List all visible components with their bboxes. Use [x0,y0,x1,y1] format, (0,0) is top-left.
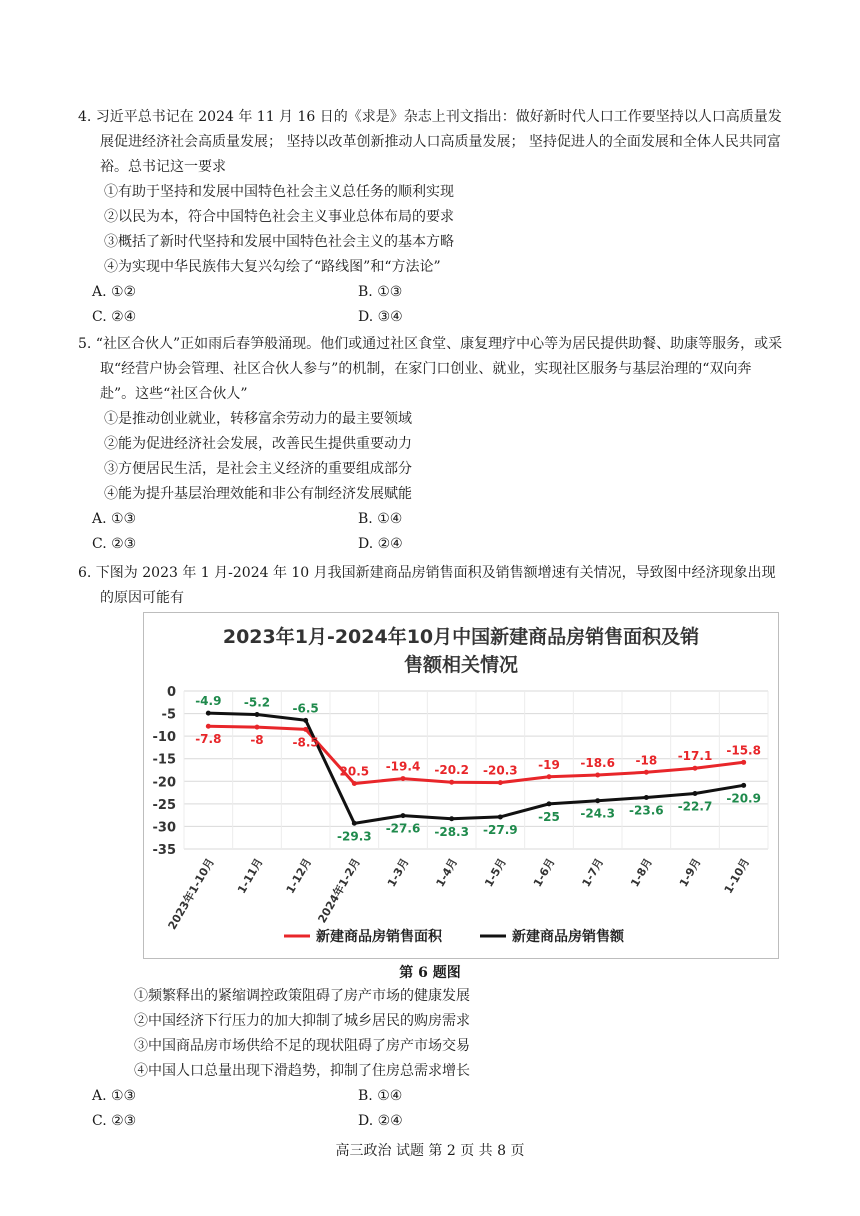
chart-canvas [144,613,778,958]
data-point-area [644,770,649,775]
data-label-area: -18 [635,753,658,768]
data-point-amount [693,791,698,796]
option-row [92,1109,786,1134]
data-label-area: -19 [538,757,560,772]
y-tick-label: -25 [152,797,176,813]
x-tick-label: 1-3月 [384,856,412,890]
data-point-area [547,774,552,779]
statement-1: ①是推动创业就业，转移富余劳动力的最主要领域 [104,411,412,427]
data-label-amount: -27.9 [483,822,518,837]
x-tick-label: 1-4月 [433,856,461,890]
question-stem: 6. 下图为 2023 年 1 月-2024 年 10 月我国新建商品房销售面积及销售额增速有关情况，导致图中经济现象出现的原因可能有 [78,565,776,606]
y-tick-label: -10 [152,730,176,746]
y-tick-label: -5 [161,707,176,723]
page-footer: 高三政治 试题 第 2 页 共 8 页 [335,1143,525,1159]
x-tick-label: 2023年1-10月 [165,856,217,932]
option-row [92,280,786,305]
data-label-area: -17.1 [677,749,713,764]
statement-4: ④为实现中华民族伟大复兴勾绘了“路线图”和“方法论” [104,259,441,275]
chart-title-line1: 2023年1月-2024年10月中国新建商品房销售面积及销 [222,626,700,648]
data-label-amount: -25 [538,809,560,824]
figure-caption: 第 6 题图 [399,965,461,981]
data-label-amount: -28.3 [434,824,469,839]
chart-title-line2: 售额相关情况 [403,654,519,676]
data-label-area: -20.2 [434,763,469,778]
data-point-area [352,781,357,786]
statement-3: ③中国商品房市场供给不足的现状阻碍了房产市场交易 [134,1038,470,1054]
x-tick-label: 1-5月 [482,856,509,890]
data-label-area: -7.8 [195,732,222,747]
data-label-area: -20.3 [483,763,518,778]
data-label-area: 20.5 [339,764,370,779]
data-point-amount [741,783,746,788]
data-point-amount [401,813,406,818]
x-tick-label: 1-6月 [530,856,558,890]
data-label-area: -18.6 [580,755,615,770]
data-point-area [449,780,454,785]
statement-2: ②以民为本，符合中国特色社会主义事业总体布局的要求 [104,209,454,225]
sales-chart [143,612,779,959]
legend-label-area: 新建商品房销售面积 [316,929,442,945]
option-b: B. ①④ [358,1088,403,1104]
data-point-area [206,724,211,729]
option-d: D. ②④ [358,1113,403,1129]
data-point-amount [303,718,308,723]
y-tick-label: -20 [152,775,176,791]
x-tick-label: 2024年1-2月 [315,856,363,926]
data-label-area: -8.5 [292,735,319,750]
data-label-amount: -23.6 [629,803,664,818]
data-point-area [303,727,308,732]
data-label-amount: -4.9 [195,694,222,709]
data-point-amount [498,814,503,819]
option-row [92,532,786,557]
data-point-amount [449,816,454,821]
option-c: C. ②③ [92,536,137,552]
statement-3: ③方便居民生活，是社会主义经济的重要组成部分 [104,461,412,477]
y-tick-label: -35 [152,843,176,858]
data-point-amount [255,712,260,717]
option-row [92,1084,786,1109]
statement-2: ②中国经济下行压力的加大抑制了城乡居民的购房需求 [134,1013,470,1029]
data-point-area [401,776,406,781]
option-a: A. ①③ [92,511,137,527]
data-label-amount: -6.5 [292,701,319,716]
data-point-area [255,725,260,730]
data-point-area [498,780,503,785]
question-stem: 5. “社区合伙人”正如雨后春笋般涌现。他们或通过社区食堂、康复理疗中心等为居民提供助餐、助康等服务，或采取“经营户协会管理、社区合伙人参与”的机制，在家门口创业、就业，实现社区服务与基层治理的“双向奔赴”。这些“社区合伙人” [78,336,783,402]
option-row [92,305,786,330]
legend-label-amount: 新建商品房销售额 [512,929,624,945]
x-tick-label: 1-9月 [676,856,704,890]
data-label-amount: -22.7 [677,799,713,814]
data-label-area: -19.4 [385,759,421,774]
data-point-area [741,760,746,765]
x-tick-label: 1-11月 [235,856,266,896]
statement-4: ④能为提升基层治理效能和非公有制经济发展赋能 [104,486,412,502]
data-label-amount: -24.3 [580,806,615,821]
statement-1: ①有助于坚持和发展中国特色社会主义总任务的顺利实现 [104,184,454,200]
data-point-amount [595,798,600,803]
option-a: A. ①② [92,284,137,300]
data-point-area [595,772,600,777]
x-tick-label: 1-12月 [283,856,315,896]
question-4 [78,105,786,330]
data-point-area [693,766,698,771]
question-6-body [78,984,786,1134]
data-label-area: -8 [250,733,264,748]
option-d: D. ②④ [358,536,403,552]
statement-1: ①频繁释出的紧缩调控政策阻碍了房产市场的健康发展 [134,988,470,1004]
x-tick-label: 1-8月 [628,856,655,890]
question-6 [78,561,786,611]
option-c: C. ②④ [92,309,137,325]
option-a: A. ①③ [92,1088,137,1104]
statement-3: ③概括了新时代坚持和发展中国特色社会主义的基本方略 [104,234,454,250]
data-point-amount [352,821,357,826]
option-row [92,507,786,532]
question-5 [78,332,786,557]
statement-4: ④中国人口总量出现下滑趋势，抑制了住房总需求增长 [134,1063,470,1079]
statement-2: ②能为促进经济社会发展，改善民生提供重要动力 [104,436,412,452]
question-stem: 4. 习近平总书记在 2024 年 11 月 16 日的《求是》杂志上刊文指出：做好新时代人口工作要坚持以人口高质量发展促进经济社会高质量发展； 坚持以改革创新推动人口高质量发展； 坚持促进人的全面发展和全体人民共同富裕。总书记这一要求 [78,109,782,175]
data-point-amount [206,711,211,716]
data-label-amount: -27.6 [385,821,421,836]
data-label-area: -15.8 [726,743,761,758]
y-tick-label: -15 [152,752,176,768]
data-point-amount [547,801,552,806]
x-tick-label: 1-7月 [579,856,607,890]
option-d: D. ③④ [358,309,403,325]
data-point-amount [644,795,649,800]
option-b: B. ①④ [358,511,403,527]
data-label-amount: -20.9 [726,791,761,806]
data-label-amount: -29.3 [337,829,372,844]
x-tick-label: 1-10月 [721,856,753,896]
y-tick-label: 0 [166,685,176,700]
data-label-amount: -5.2 [243,695,271,710]
y-tick-label: -30 [152,820,176,836]
option-c: C. ②③ [92,1113,137,1129]
option-b: B. ①③ [358,284,403,300]
